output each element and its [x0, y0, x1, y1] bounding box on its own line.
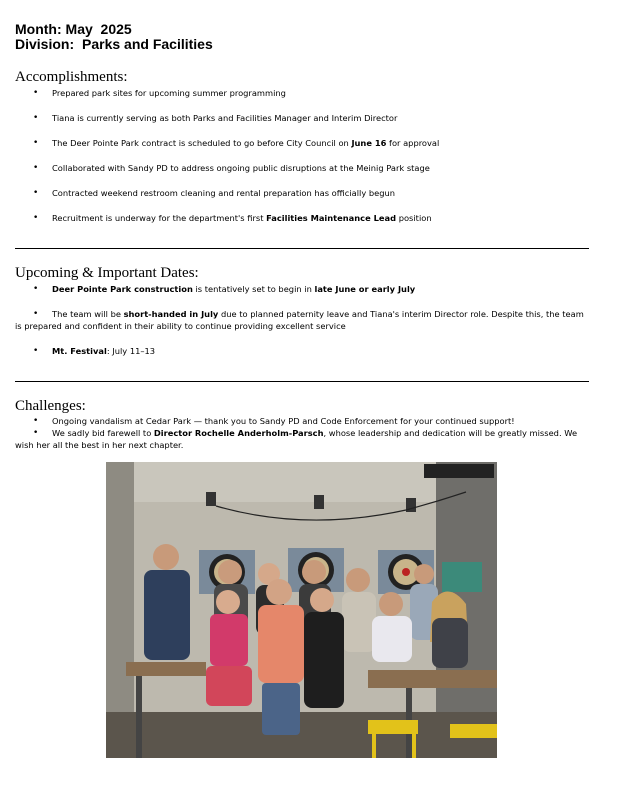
list-item: • Contracted weekend restroom cleaning and rental preparation has officially begun	[15, 187, 587, 199]
upcoming-list	[15, 283, 587, 357]
report-header	[15, 22, 213, 52]
month-line	[15, 22, 213, 37]
list-item: • The Deer Pointe Park contract is scheduled to go before City Council on June 16 for approval	[15, 137, 587, 149]
division-line	[15, 37, 213, 52]
list-item: • Deer Pointe Park construction is tentatively set to begin in late June or early July	[15, 283, 587, 295]
list-item: • Ongoing vandalism at Cedar Park — thank you to Sandy PD and Code Enforcement for your continued support!	[15, 415, 587, 427]
accomplishments-title: Accomplishments:	[15, 69, 128, 85]
month-value: May 2025	[65, 21, 132, 37]
division-value: Parks and Facilities	[82, 36, 213, 52]
list-item: • We sadly bid farewell to Director Rochelle Anderholm-Parsch, whose leadership and dedication will be greatly missed. We wish her all the best in her next chapter.	[15, 427, 587, 451]
challenges-list	[15, 415, 587, 451]
list-item: • Collaborated with Sandy PD to address ongoing public disruptions at the Meinig Park stage	[15, 162, 587, 174]
team-photo	[106, 462, 497, 758]
list-item: • Prepared park sites for upcoming summer programming	[15, 87, 587, 99]
section-divider	[15, 248, 589, 249]
list-item: • Tiana is currently serving as both Parks and Facilities Manager and Interim Director	[15, 112, 587, 124]
challenges-title: Challenges:	[15, 398, 86, 414]
division-label: Division:	[15, 36, 75, 52]
team-photo-illustration	[106, 462, 497, 758]
upcoming-title: Upcoming & Important Dates:	[15, 265, 199, 281]
list-item: • The team will be short-handed in July due to planned paternity leave and Tiana's interim Director role. Despite this, the team is prepared and confident in their ability to continue providing excellent service	[15, 308, 587, 332]
accomplishments-list	[15, 87, 587, 224]
list-item: • Mt. Festival: July 11–13	[15, 345, 587, 357]
section-divider	[15, 381, 589, 382]
list-item: • Recruitment is underway for the department's first Facilities Maintenance Lead position	[15, 212, 587, 224]
month-label: Month:	[15, 21, 62, 37]
